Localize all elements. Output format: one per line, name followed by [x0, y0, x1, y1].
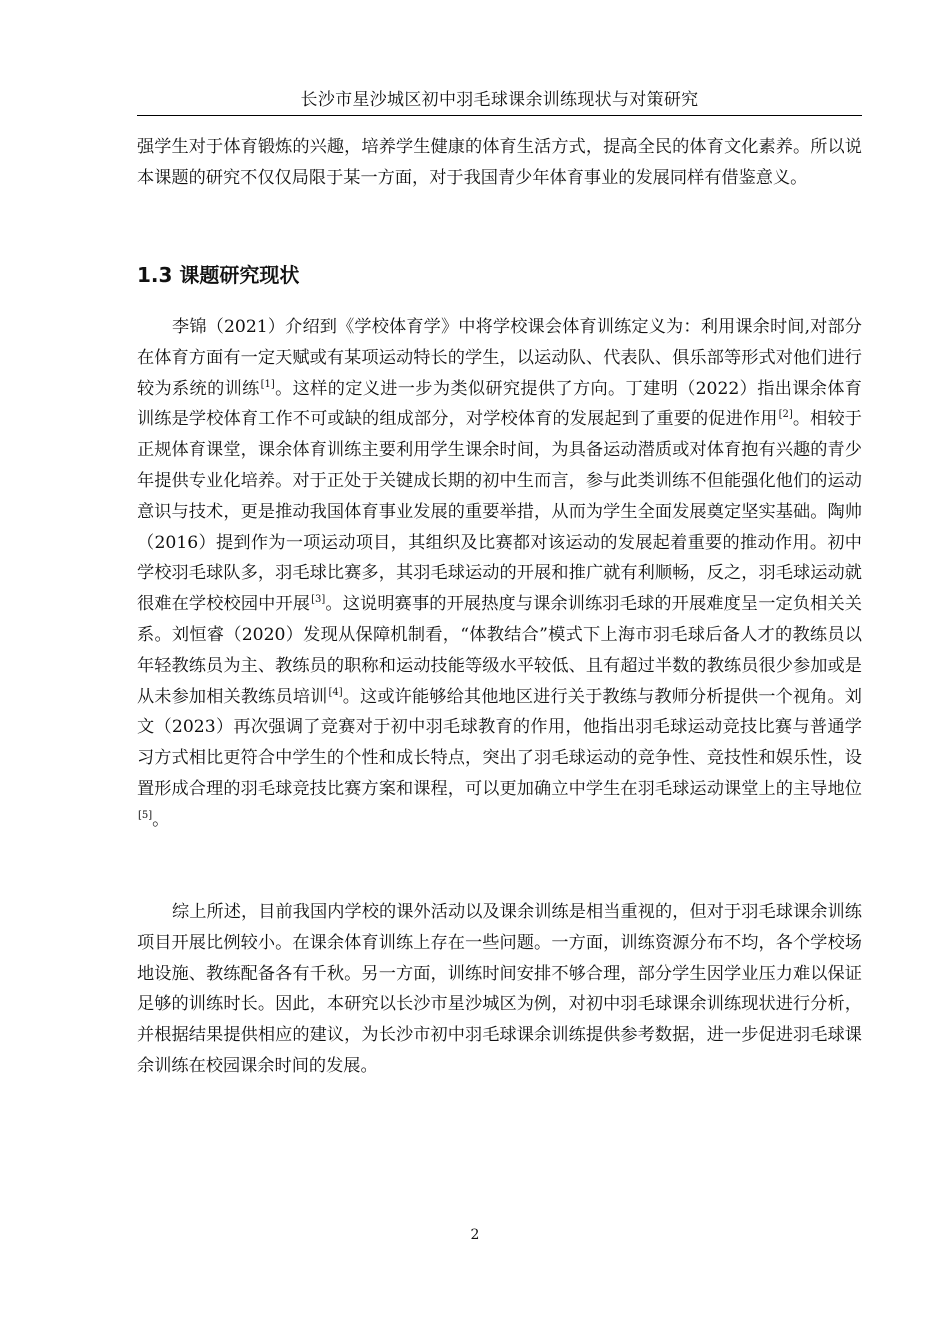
section-heading: 1.3 课题研究现状 [137, 263, 300, 287]
paragraph-text: 。 [152, 809, 170, 830]
citation-3: [3] [311, 594, 326, 606]
summary-paragraph: 综上所述，目前我国内学校的课外活动以及课余训练是相当重视的，但对于羽毛球课余训练项目开展比例较小。在课余体育训练上存在一些问题。一方面，训练资源分布不均，各个学校场地设施、教练配备各有千秋。另一方面，训练时间安排不够合理，部分学生因学业压力难以保证足够的训练时长。因此，本研究以长沙市星沙城区为例，对初中羽毛球课余训练现状进行分析，并根据结果提供相应的建议，为长沙市初中羽毛球课余训练提供参考数据，进一步促进羽毛球课余训练在校园课余时间的发展。 [137, 902, 862, 1076]
paragraph-text: 。这样的定义进一步为类似研究提供了方向。丁建明（2022）指出课余体育训练是学校体育工作不可或缺的组成部分，对学校体育的发展起到了重要的促进作用 [137, 378, 862, 430]
header-rule [137, 115, 862, 116]
research-status-paragraph [137, 312, 862, 836]
citation-2: [2] [778, 409, 793, 421]
page-number: 2 [470, 1227, 480, 1243]
running-header: 长沙市星沙城区初中羽毛球课余训练现状与对策研究 [300, 90, 699, 110]
paragraph-text: 。相较于正规体育课堂，课余体育训练主要利用学生课余时间，为具备运动潜质或对体育抱有兴趣的青少年提供专业化培养。对于正处于关键成长期的初中生而言，参与此类训练不但能强化他们的运动意识与技术，更是推动我国体育事业发展的重要举措，从而为学生全面发展奠定坚实基础。陶帅（2016）提到作为一项运动项目，其组织及比赛都对该运动的发展起着重要的推动作用。初中学校羽毛球队多，羽毛球比赛多，其羽毛球运动的开展和推广就有利顺畅，反之，羽毛球运动就很难在学校校园中开展 [137, 409, 862, 615]
paragraph-text: 。这说明赛事的开展热度与课余训练羽毛球的开展难度呈一定负相关关系。刘恒睿（2020）发现从保障机制看，“体教结合”模式下上海市羽毛球后备人才的教练员以年轻教练员为主、教练员的职称和运动技能等级水平较低、且有超过半数的教练员很少参加或是从未参加相关教练员培训 [137, 594, 862, 707]
paragraph-text: 。这或许能够给其他地区进行关于教练与教师分析提供一个视角。刘文（2023）再次强调了竞赛对于初中羽毛球教育的作用，他指出羽毛球运动竞技比赛与普通学习方式相比更符合中学生的个性和成长特点，突出了羽毛球运动的竞争性、竞技性和娱乐性，设置形成合理的羽毛球竞技比赛方案和课程，可以更加确立中学生在羽毛球运动课堂上的主导地位 [137, 686, 862, 799]
citation-5: [5] [138, 809, 153, 821]
paragraph-text: 李锦（2021）介绍到《学校体育学》中将学校课会体育训练定义为：利用课余时间,对部分在体育方面有一定天赋或有某项运动特长的学生，以运动队、代表队、俱乐部等形式对他们进行较为系统的训练 [137, 317, 862, 399]
intro-paragraph: 强学生对于体育锻炼的兴趣，培养学生健康的体育生活方式，提高全民的体育文化素养。所以说本课题的研究不仅仅局限于某一方面，对于我国青少年体育事业的发展同样有借鉴意义。 [137, 137, 862, 188]
citation-1: [1] [260, 378, 275, 390]
citation-4: [4] [328, 686, 343, 698]
